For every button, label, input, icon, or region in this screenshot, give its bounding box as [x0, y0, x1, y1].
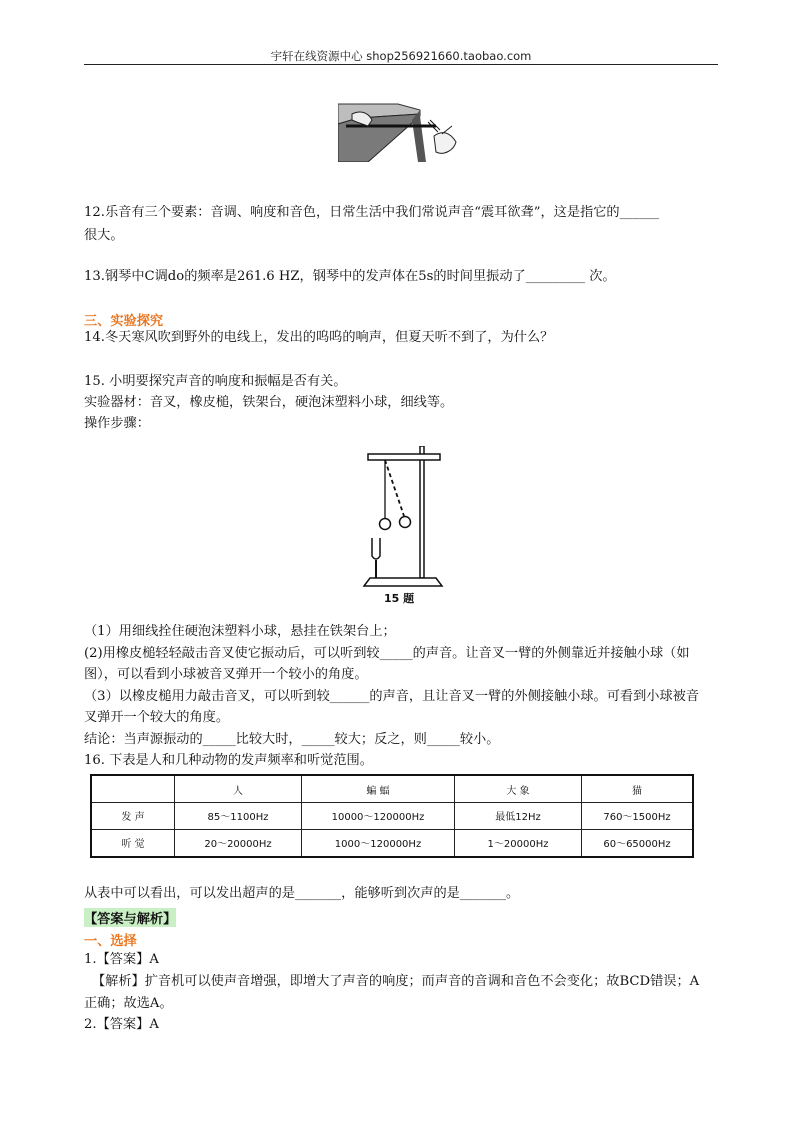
answers-title: 【答案与解析】 [84, 908, 176, 927]
q15-line1: 15. 小明要探究声音的响度和振幅是否有关。 [84, 374, 347, 389]
answer-1-explanation-2: 正确；故选A。 [84, 996, 173, 1011]
table-header-cell: 蝙 蝠 [302, 775, 455, 803]
answer-2: 2.【答案】A [84, 1017, 159, 1032]
q12-line2: 很大。 [84, 228, 124, 243]
q15-step3a: （3）以橡皮槌用力敲击音叉，可以听到较______的声音，且让音叉一臂的外侧接触小球。可看到小球被音 [84, 689, 700, 704]
q15-step2a: (2)用橡皮槌轻轻敲击音叉使它振动后，可以听到较_____的声音。让音叉一臂的外侧靠近并接触小球（如 [84, 646, 690, 661]
q15-step1: （1）用细线拴住硬泡沫塑料小球，悬挂在铁架台上； [84, 624, 396, 639]
table-cell: 10000～120000Hz [302, 803, 455, 830]
table-cell: 1000～120000Hz [302, 829, 455, 857]
header-rule [84, 64, 718, 65]
q16-line1: 16. 下表是人和几种动物的发声频率和听觉范围。 [84, 753, 373, 768]
table-cell: 60～65000Hz [582, 829, 694, 857]
section-3-title: 三、实验探究 [84, 314, 164, 329]
q14-line1: 14.冬天寒风吹到野外的电线上，发出的呜呜的响声，但夏天听不到了，为什么？ [84, 330, 554, 345]
q15-step3b: 叉弹开一个较大的角度。 [84, 710, 230, 725]
q12-line1: 12.乐音有三个要素：音调、响度和音色，日常生活中我们常说声音“震耳欲聋”，这是指它的______ [84, 205, 660, 220]
q13-line1: 13.钢琴中C调do的频率是261.6 HZ，钢琴中的发声体在5s的时间里振动了_________ 次。 [84, 269, 616, 284]
table-cell: 最低12Hz [455, 803, 582, 830]
table-header-row [91, 775, 693, 803]
answer-1-explanation-1: 【解析】扩音机可以使声音增强，即增大了声音的响度；而声音的音调和音色不会变化；故BCD错误；A [92, 974, 700, 989]
table-cell: 85～1100Hz [175, 803, 302, 830]
table-row [91, 829, 693, 857]
table-cell: 听 觉 [91, 829, 175, 857]
q15-line3: 操作步骤： [84, 416, 150, 431]
page-header: 宇轩在线资源中心 shop256921660.taobao.com [270, 49, 532, 63]
q15-step2b: 图），可以看到小球被音叉弹开一个较小的角度。 [84, 667, 368, 682]
tuning-fork-stand-figure [356, 446, 448, 606]
table-header-cell [91, 775, 175, 803]
answer-1: 1.【答案】A [84, 952, 159, 967]
q15-conclusion: 结论：当声源振动的_____比较大时，_____较大；反之，则_____较小。 [84, 732, 500, 747]
q16-after: 从表中可以看出，可以发出超声的是_______，能够听到次声的是_______。 [84, 886, 520, 901]
table-header-cell: 猫 [582, 775, 694, 803]
table-header-cell: 大 象 [455, 775, 582, 803]
table-cell: 20～20000Hz [175, 829, 302, 857]
table-cell: 760～1500Hz [582, 803, 694, 830]
ruler-table-figure [338, 96, 462, 162]
animal-frequency-table [90, 774, 694, 858]
answers-section-1: 一、选择 [84, 934, 137, 949]
table-header-cell: 人 [175, 775, 302, 803]
table-cell: 发 声 [91, 803, 175, 830]
table-cell: 1～20000Hz [455, 829, 582, 857]
q15-line2: 实验器材：音叉，橡皮槌，铁架台，硬泡沫塑料小球，细线等。 [84, 395, 454, 410]
table-row [91, 803, 693, 830]
figure-caption: 15 题 [384, 592, 415, 605]
